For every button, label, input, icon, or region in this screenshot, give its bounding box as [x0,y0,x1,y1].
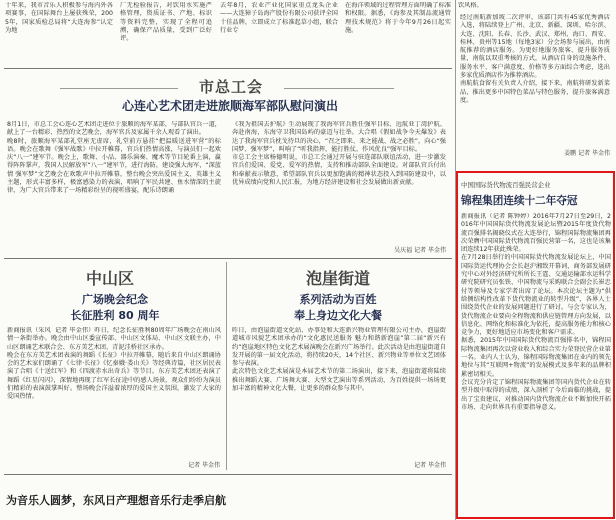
featured-kicker: 中国国际货代物流百强民营企业 [461,181,551,189]
section3-signature: 记者 毕金伟 [414,462,446,469]
section2-headline-line1: 广场晚会纪念 [82,293,148,306]
right-top-signature: 姜鹏 记者 毕金伟 [564,150,610,157]
featured-text: 新商报讯（记者 陈钟婷）2016年7月27日至29日，2016年中国国际货代物流发展论坛暨2015年度货代物流百强排名揭晓仪式在大连举行，锦程国际物流集团再次荣膺中国国际货代物流百强民营第一名，这也是该集团连续12年获此殊荣。 在7月28日举行的中国国际货代物流发展论坛上，中国国际货运代理协会会长赵沪湘致开幕词，商务部发展研究中心对外经济研究所所长王霆、交通运输部水运科学研究院研究员张铁、中国物流与采购联合会副会长崔忠付等领导及专家学者出席了论坛。本次论坛主题为“供给侧结构性改革下货代物流业的转型升级”，各界人士围绕货代企业的发展问题进行了研讨。与会专家认为，货代物流企业要向全程物流和供应链管理方向发展，以信息化、网络化和标准化为依托，提高服务能力和核心竞争力，更好地适应市场变化和客户需求。 据悉，2015年中国国际货代物流百强排名中，锦程国际物流集团再次以营业收入和综合实力荣登民营企业第一名。业内人士认为，锦程国际物流集团在业内的领先地位与其“互联网+物流”的发展模式及多年来的品牌积累密切相关。 会议充分肯定了锦程国际物流集团等国内货代企业在转型升级中取得的成绩，深入剖析了今后面临的挑战，提出了宝贵建议，对推动国内货代物流企业不断加快开拓市场、走向世界具有重要指导意义。 [461,213,611,411]
section2-headline-line2: 长征胜利 80 周年 [70,309,160,322]
section2-stamp: 中山区 [85,269,134,288]
section3-headline-line1: 系列活动为百姓 [299,293,377,306]
bottom-headline: 为音乐人圆梦，东风日产理想音乐行走季启航 [6,494,226,507]
section2-signature: 记者 毕金伟 [188,462,220,469]
featured-headline: 锦程集团连续十二年夺冠 [461,195,578,207]
section1-left-text: 8月1日，市总工会心连心艺术团走进位于旅顺的海军某部，与部队官兵一道，献上了一台精彩、热烈的文艺晚会，海军官兵及家属千余人观看了演出。 晚8时，旅顺海军某部礼堂座无虚席，礼堂前方悬挂“把温暖送进军营”的标语。晚会在歌舞《强军战歌》中拉开帷幕，官兵们热情高涨，与演员们一起欢庆“八一”建军节。晚会上，歌舞、小品、器乐演奏、魔术等节目轮番上演，赢得阵阵掌声，我国人民解放军“八一”建军节，进行海防，建设强大海军，“深蓝情 强军梦”文艺晚会在欢歌声中拉开帷幕，整台晚会突出爱国主义、英雄主义主题，形式丰富多样，极富感染力的表演，唱响了军民共建、鱼水情深的主旋律，为广大官兵带来了一场精彩纷呈的视听盛宴，配乐诗朗诵 [7,121,221,195]
section1-headline: 心连心艺术团走进旅顺海军部队慰问演出 [121,99,338,113]
section3-headline-line2: 奉上身边文化大餐 [294,309,382,322]
section23-vertical-divider [226,262,227,470]
top-col-3: 去年8月，农业产业化国家重点龙头企业——大连獐子岛海产股份有限公司获评全国十佳品牌，立即成立了标准起草小组，联合行业专 [220,2,338,34]
top-col-4: 在海洋领域的过程管理方面明确了标准和权限。据悉，《海参及其制品流通管理技术规范》将于今年9月26日起实施。 [345,2,451,34]
right-top-text: 经过南航新加坡二次评审，该部门共有45家优秀酒店入选，将陆续登上广州、北京、新疆、深圳、哈尔滨、大连、沈阳、长春、长沙、武汉、郑州、海口、西安、桂林、贵州等15地（每地3家）分会场参与展出，由南航推荐的酒店服务。为更好地服务旅客、提升服务质量，南航以双重考核的方式，从酒店自身的设施条件、服务水平、客户满意度、价格等多方面综合考虑，选出多家优质酒店作为推荐酒店。 南航航食留有关负责人介绍，接下来，南航将研发新菜品，推出更多中国特色菜品与特色服务，提升旅客满意度。 [460,14,610,104]
section2-text: 新商报讯（采风 记者 毕金伟）昨日，纪念长征胜利80周年广场晚会在南山风情一条街举办。晚会由中山区委宣传部、中山区文体局、中山区文联主办，中山区朗诵艺术联合会、东方美艺术团、青泥洼桥社区承办。 晚会在东方美艺术团表演的舞蹈《长征》中拉开帷幕，随后来自中山区朗诵协会的艺术家们朗诵了《七律·长征》《忆秦娥·娄山关》等经典诗篇，社区居民表演了合唱《十送红军》和《四渡赤水出奇兵》等节目。东方美艺术团还表演了舞蹈《红星闪闪》，深情地再现了红军长征途中的感人场景，观众们纷纷为演员们精彩的表演鼓掌叫好。整场晚会洋溢着浓厚的爱国主义氛围，激发了大家的爱国热情。 [7,327,221,401]
section1-divider [4,258,452,259]
top-divider [4,68,452,69]
section3-text: 昨日，由泡崖街道文化站、办事处和大连新兴物业管理有限公司主办，泡崖街道城市风貌艺术团承办的“文化惠民送服务 魅力和谐新泡崖”第二届“新兴有约”泡崖地区特色文化艺术展演晚会在新兴广场举行。此次活动是由泡崖街道自发开展的第一届文化活动，将持续20天，14个社区、新兴物业等单位文艺团体参与表演。 此次特色文化艺术展演是本届艺术节的第二场演出，接下来，泡崖街道将陆续推出舞蹈大赛、广场舞大赛、大型文艺演出等系列活动，为百姓提供一场场更加丰富的精神文化大餐，让更多的群众参与其中。 [232,327,446,393]
top-col-1: 十年来，我市音乐人积极参与海内外各项赛事，在国际舞台上屡获殊荣，2005年，国家质检总局将“大连海参”认定为地 [5,2,113,34]
top-col-5: 饮风格。 [458,2,483,9]
stamp-rule-left [60,88,178,89]
top-col-2: 厂无检验报告，对饮用水实施严格管理，资质证书、产地、标识等资料完整，实现了全程可追溯，确保产品质量，受到广泛好评。 [120,2,212,43]
section3-stamp: 泡崖街道 [305,269,370,288]
section1-signature: 吴庆福 记者 毕金伟 [394,247,446,254]
bottom-divider [4,474,452,475]
stamp-rule-right [284,88,394,89]
section1-stamp: 市总工会 [198,78,263,96]
section1-right-text: 《我为祖国去护航》生动展现了我海军官兵胜任强军目标、远航亚丁湾护航、奔赴南海，东海守卫我国岛屿的豪迈与壮举。大合唱《假如战争今天爆发》表达了我海军官兵枕戈待旦的决心，“召之即来、来之能战、战之必胜”，向心“强国梦、强军梦”，叫响了“听我指挥，能打胜仗，作风优良”强军目标。 市总工会主席杨德明说，市总工会通过开展与驻连部队联谊活动，进一步激发官兵们爱国、爱党、爱军的热情，支持和推动部队全面建设。对部队官兵付出和奉献表示敬意，希望部队官兵以更加饱满的精神状态投入到国防建设中，以优异成绩向党和人民汇报，为地方经济建设和社会发展做出新贡献。 [232,121,446,187]
